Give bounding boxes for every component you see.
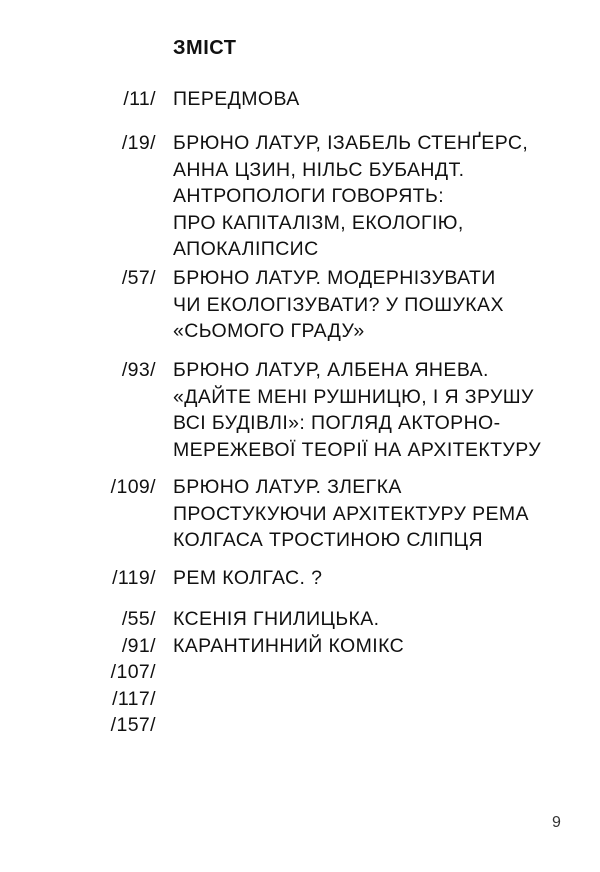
contents-heading: ЗМІСТ xyxy=(173,37,237,59)
toc-page-numbers: /19/ xyxy=(121,132,156,154)
toc-title: РЕМ КОЛГАС. ? xyxy=(173,567,323,589)
toc-page-numbers: /57/ xyxy=(121,267,156,289)
toc-title: КСЕНІЯ ГНИЛИЦЬКА. КАРАНТИННИЙ КОМІКС xyxy=(173,608,405,657)
toc-page-numbers: /109/ xyxy=(110,476,156,498)
toc-page-numbers: /93/ xyxy=(121,359,156,381)
toc-title: ПЕРЕДМОВА xyxy=(173,88,300,110)
toc-title: БРЮНО ЛАТУР. ЗЛЕГКА ПРОСТУКУЮЧИ АРХІТЕКТУРУ РЕМА КОЛГАСА ТРОСТИНОЮ СЛІПЦЯ xyxy=(173,476,529,551)
toc-title: БРЮНО ЛАТУР, АЛБЕНА ЯНЕВА. «ДАЙТЕ МЕНІ РУШНИЦЮ, І Я ЗРУШУ ВСІ БУДІВЛІ»: ПОГЛЯД АКТОРНО- МЕРЕЖЕВОЇ ТЕОРІЇ НА АРХІТЕКТУРУ xyxy=(173,359,541,461)
toc-page-numbers: /11/ xyxy=(123,88,156,110)
toc-title: БРЮНО ЛАТУР. МОДЕРНІЗУВАТИ ЧИ ЕКОЛОГІЗУВАТИ? У ПОШУКАХ «СЬОМОГО ГРАДУ» xyxy=(173,267,504,342)
page-number: 9 xyxy=(552,814,561,831)
toc-page-numbers: /55/ /91/ /107/ /117/ /157/ xyxy=(110,608,156,736)
toc-page-numbers: /119/ xyxy=(112,567,156,589)
toc-title: БРЮНО ЛАТУР, ІЗАБЕЛЬ СТЕНҐЕРС, АННА ЦЗИН, НІЛЬС БУБАНДТ. АНТРОПОЛОГИ ГОВОРЯТЬ: ПРО КАПІТАЛІЗМ, ЕКОЛОГІЮ, АПОКАЛІПСИС xyxy=(173,132,529,260)
